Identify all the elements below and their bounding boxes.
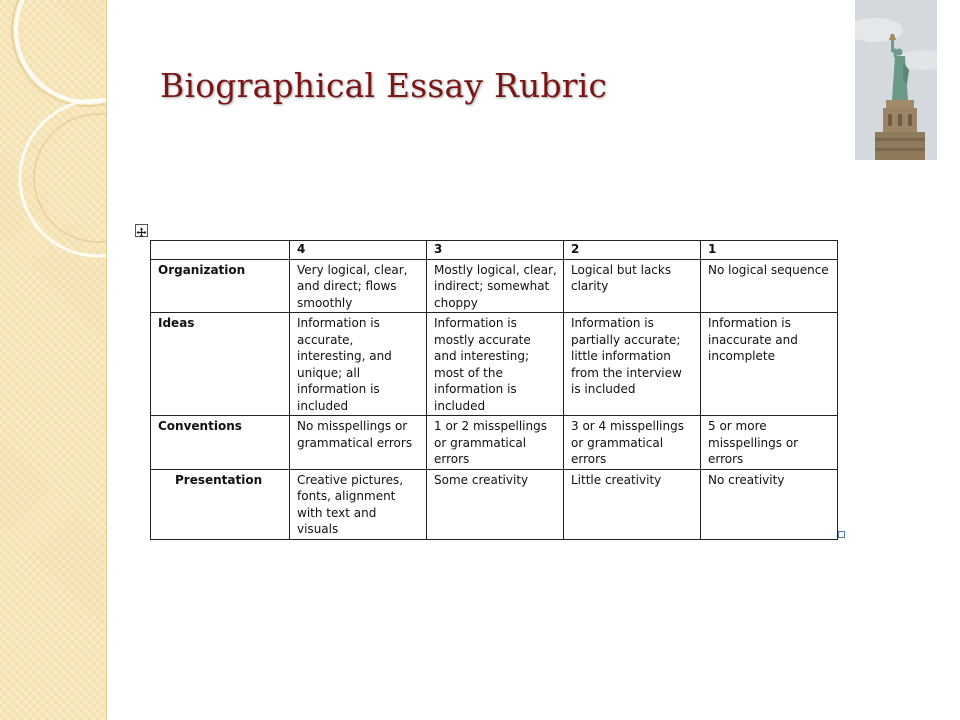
table-cell: Information is partially accurate; little information from the interview is included [564, 313, 701, 416]
criterion-cell: Conventions [151, 416, 290, 470]
table-cell: 1 or 2 misspellings or grammatical errors [427, 416, 564, 470]
table-row [151, 416, 838, 470]
table-cell: Some creativity [427, 469, 564, 539]
slide-title: Biographical Essay Rubric [160, 66, 608, 105]
move-arrows-icon [136, 227, 147, 238]
table-cell: Information is accurate, interesting, and unique; all information is included [290, 313, 427, 416]
table-cell: No misspellings or grammatical errors [290, 416, 427, 470]
table-row [151, 469, 838, 539]
decorative-side-strip [0, 0, 107, 720]
table-cell: Very logical, clear, and direct; flows smoothly [290, 259, 427, 313]
statue-of-liberty-icon [855, 0, 937, 160]
criterion-cell: Ideas [151, 313, 290, 416]
table-cell: Creative pictures, fonts, alignment with text and visuals [290, 469, 427, 539]
table-header-row [151, 241, 838, 260]
table-cell: Logical but lacks clarity [564, 259, 701, 313]
rubric-table [150, 240, 838, 540]
table-cell: Information is inaccurate and incomplete [701, 313, 838, 416]
header-cell-score-3: 3 [427, 241, 564, 260]
table-cell: 5 or more misspellings or errors [701, 416, 838, 470]
statue-of-liberty-photo [855, 0, 937, 160]
header-cell-score-1: 1 [701, 241, 838, 260]
table-row [151, 313, 838, 416]
table-cell: Information is mostly accurate and interesting; most of the information is included [427, 313, 564, 416]
table-resize-handle[interactable] [838, 531, 845, 538]
header-cell [151, 241, 290, 260]
criterion-cell: Presentation [151, 469, 290, 539]
header-cell-score-4: 4 [290, 241, 427, 260]
table-cell: Mostly logical, clear, indirect; somewhat choppy [427, 259, 564, 313]
table-row [151, 259, 838, 313]
header-cell-score-2: 2 [564, 241, 701, 260]
table-cell: Little creativity [564, 469, 701, 539]
decorative-circles [0, 0, 106, 260]
table-cell: No logical sequence [701, 259, 838, 313]
table-cell: 3 or 4 misspellings or grammatical errors [564, 416, 701, 470]
table-cell: No creativity [701, 469, 838, 539]
criterion-cell: Organization [151, 259, 290, 313]
table-move-handle[interactable] [135, 224, 148, 237]
